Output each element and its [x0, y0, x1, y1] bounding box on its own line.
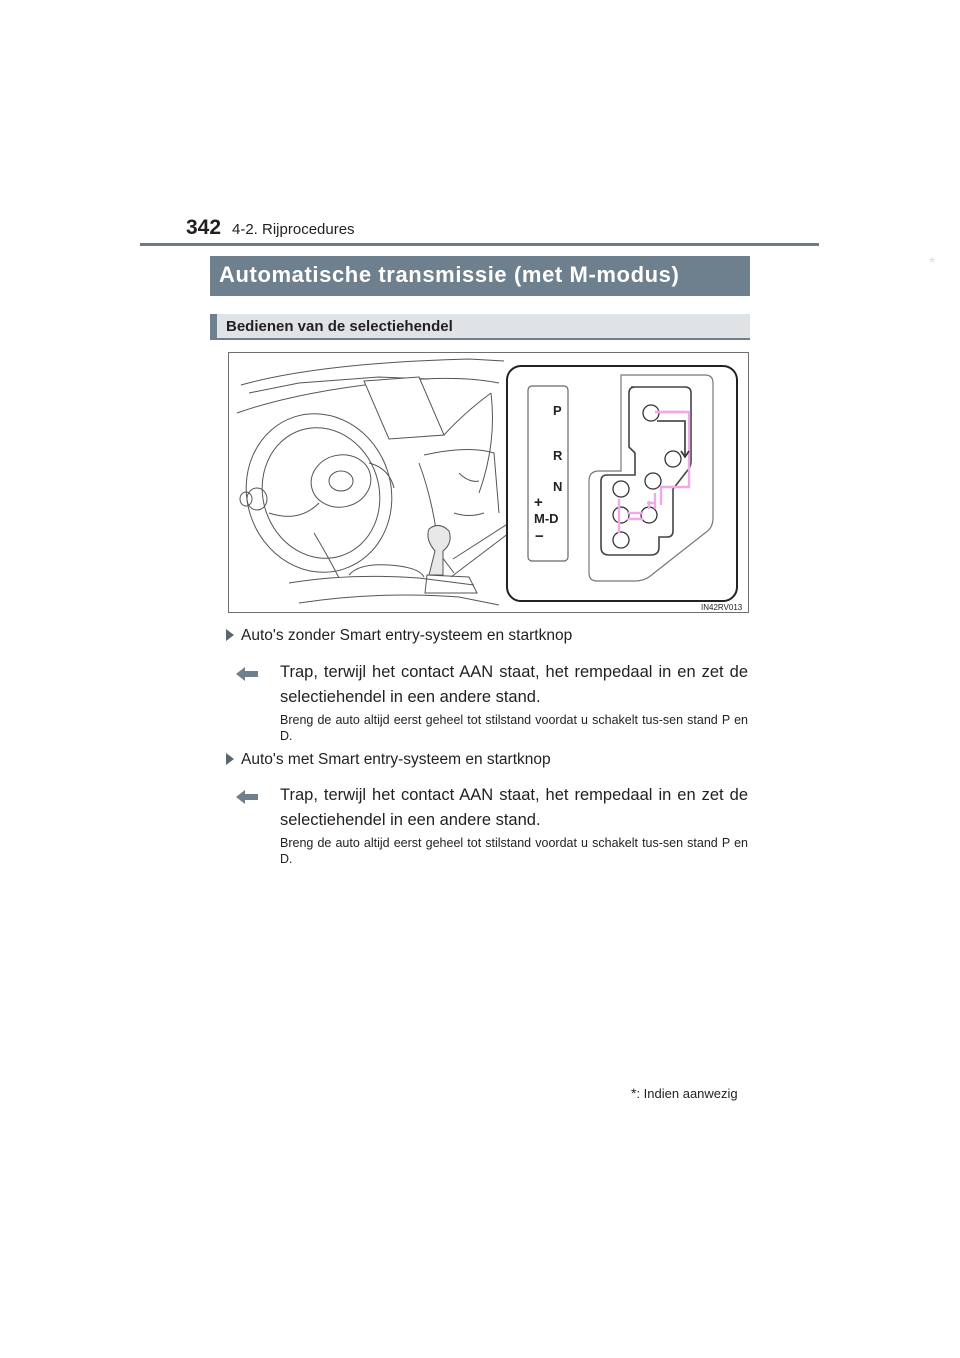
gate-label-r: R [553, 448, 563, 463]
gate-label-p: P [553, 403, 562, 418]
note-1-text: Breng de auto altijd eerst geheel tot stilstand voordat u schakelt tus-sen stand P en D. [280, 713, 748, 743]
section-title: 4-2. Rijprocedures [232, 221, 355, 238]
subheading-bar [210, 314, 750, 340]
condition-1-text: Auto's zonder Smart entry-systeem en startknop [241, 627, 573, 644]
gate-label-n: N [553, 479, 563, 494]
step-1-text: Trap, terwijl het contact AAN staat, het rempedaal in en zet de selectiehendel in een andere stand. [280, 663, 748, 706]
page-title: Automatische transmissie (met M-modus) [219, 262, 680, 287]
title-asterisk: * [929, 255, 936, 272]
condition-1 [226, 627, 572, 645]
gate-label-m-d: M-D [534, 511, 559, 526]
gate-label-plus: + [534, 494, 543, 511]
page-title-bar [210, 255, 936, 296]
footnote-text: : Indien aanwezig [636, 1086, 738, 1101]
condition-2-text: Auto's met Smart entry-systeem en startknop [241, 751, 551, 768]
footnote-symbol: * [631, 1085, 637, 1101]
shift-lever-illustration [228, 352, 749, 613]
gate-label-minus: − [535, 528, 544, 545]
subheading-tab [210, 314, 217, 340]
car-interior-drawing [229, 359, 509, 605]
step-2-text: Trap, terwijl het contact AAN staat, het rempedaal in en zet de selectiehendel in een andere stand. [280, 786, 748, 829]
step-arrow-icon [236, 667, 258, 681]
step-arrow-icon [236, 790, 258, 804]
illustration-code: IN42RV013 [701, 603, 743, 612]
condition-2 [226, 751, 551, 769]
header-divider [140, 243, 819, 246]
triangle-bullet-icon [226, 629, 234, 641]
subheading: Bedienen van de selectiehendel [226, 318, 453, 335]
indicator-panel [528, 386, 568, 561]
page-number: 342 [186, 216, 222, 239]
triangle-bullet-icon [226, 753, 234, 765]
footnote [631, 1085, 738, 1101]
note-2-text: Breng de auto altijd eerst geheel tot stilstand voordat u schakelt tus-sen stand P en D. [280, 836, 748, 866]
